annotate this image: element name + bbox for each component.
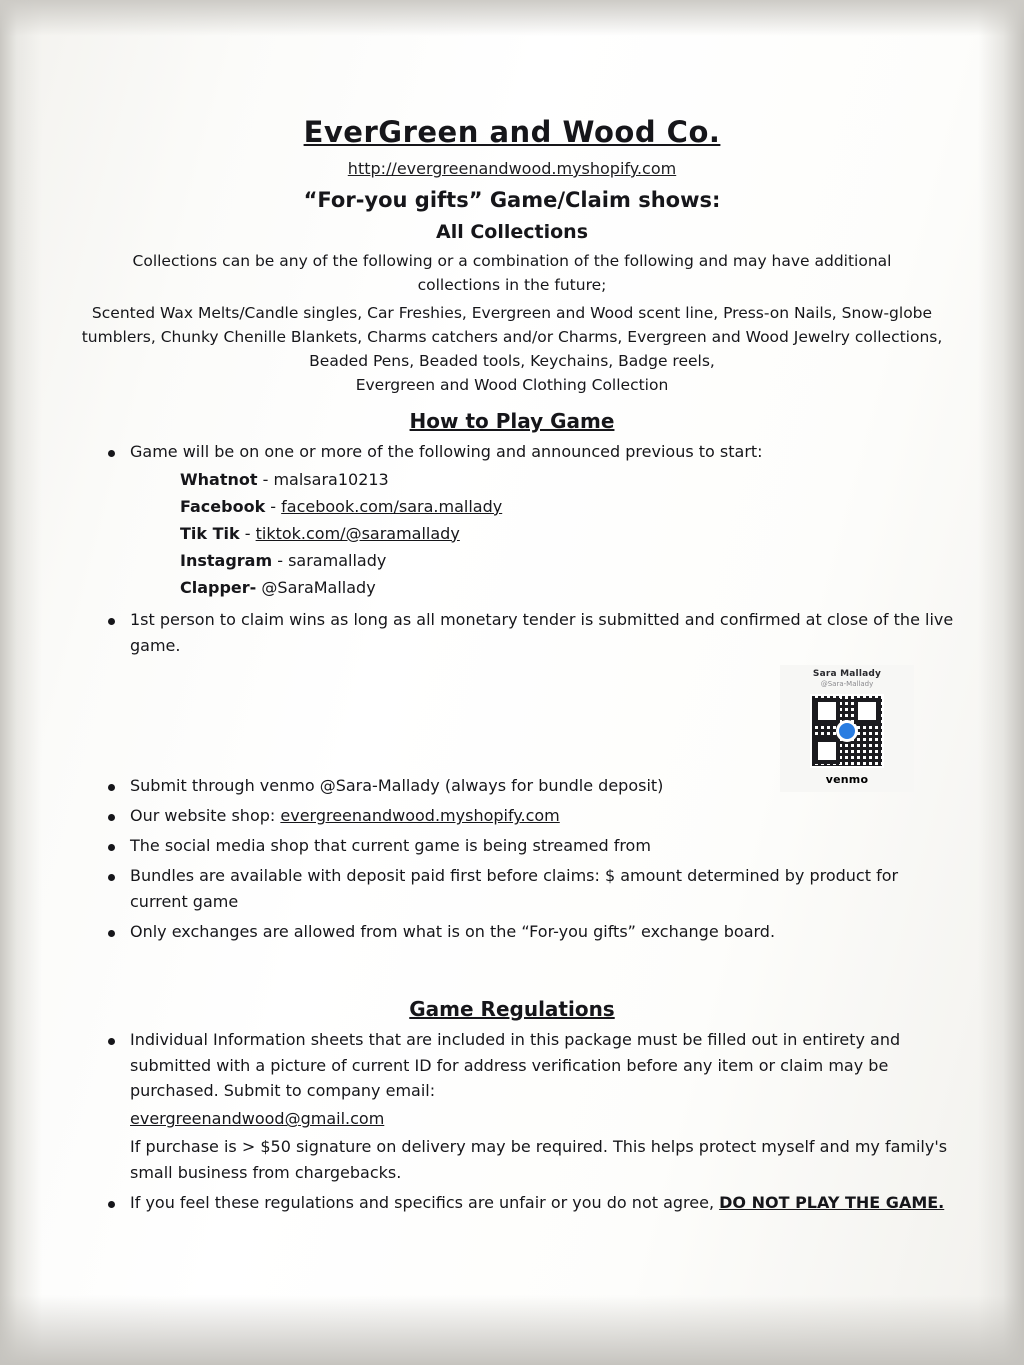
social-handle: malsara10213 [273,470,389,489]
do-not-play-emphasis: DO NOT PLAY THE GAME. [719,1193,945,1213]
social-separator: - [265,496,282,516]
collections-line-3: Beaded Pens, Beaded tools, Keychains, Badge reels, [309,352,715,371]
venmo-qr-code-icon[interactable] [810,694,884,768]
social-handle-link[interactable]: tiktok.com/@saramallady [255,523,460,543]
social-platform-name: Whatnot [180,470,258,489]
collections-line-1: Scented Wax Melts/Candle singles, Car Freshies, Evergreen and Wood scent line, Press-on Nails, Snow-globe [91,304,933,323]
website-shop-link[interactable]: evergreenandwood.myshopify.com [280,806,560,826]
collections-heading: All Collections [436,221,588,243]
collections-line-4: Evergreen and Wood Clothing Collection [355,376,669,395]
list-item-info-sheets [70,1027,954,1186]
list-item-bundles: Bundles are available with deposit paid first before claims: $ amount determined by product for current game [70,863,954,915]
claim-rule-list [70,607,954,659]
payment-bullet-list [70,773,954,944]
social-accounts-list [70,467,954,601]
company-email-link[interactable]: evergreenandwood@gmail.com [130,1109,385,1129]
list-item-facebook [180,494,954,521]
paper-shadow-top [0,0,1024,36]
list-item-whatnot [180,467,954,494]
list-item-venmo-submit: Submit through venmo @Sara-Mallady (always for bundle deposit) [70,773,954,799]
social-platform-name: Clapper- [180,577,257,597]
social-handle: @SaraMallady [261,577,376,597]
game-regulations-heading: Game Regulations [409,996,615,1021]
list-item-exchanges: Only exchanges are allowed from what is on the “For-you gifts” exchange board. [70,919,954,945]
social-separator: - [239,523,256,543]
section-spacer [70,945,954,985]
regulation-text-1: Individual Information sheets that are included in this package must be filled out in entirety and submitted with a picture of current ID for address verification before any item or claim may be purchased. Submit to company email: [130,1029,901,1101]
list-item-social-shop: The social media shop that current game is being streamed from [70,833,954,859]
shop-url[interactable]: http://evergreenandwood.myshopify.com [347,159,677,178]
qr-center-logo-icon [836,720,858,742]
list-item-instagram [180,548,954,575]
collections-line-2: tumblers, Chunky Chenille Blankets, Charms catchers and/or Charms, Evergreen and Wood Jewelry collections, [81,328,943,347]
social-separator: - [272,550,289,570]
venmo-qr-card[interactable] [780,665,914,792]
list-item: 1st person to claim wins as long as all monetary tender is submitted and confirmed at close of the live game. [70,607,954,659]
list-item-clapper [180,575,954,602]
social-handle: saramallady [288,550,387,570]
regulations-bullet-list [70,1027,954,1216]
social-separator: - [257,470,274,489]
social-platform-name: Tik Tik [180,523,240,543]
website-shop-label: Our website shop: [130,806,281,826]
page-title: EverGreen and Wood Co. [303,115,721,149]
list-item-tiktok [180,521,954,548]
social-platform-name: Facebook [180,496,266,516]
social-handle-link[interactable]: facebook.com/sara.mallady [281,496,503,516]
qr-finder-bottom-left [814,738,840,764]
document-subtitle: “For-you gifts” Game/Claim shows: [303,188,721,212]
regulation-text-3: If you feel these regulations and specifics are unfair or you do not agree, [130,1193,720,1213]
list-item-disagree [70,1190,954,1216]
venmo-account-name: Sara Mallady [812,669,882,679]
venmo-account-handle: @Sara-Mallady [820,680,874,688]
list-item: Game will be on one or more of the following and announced previous to start: [70,439,954,465]
social-platform-name: Instagram [180,550,273,570]
regulation-text-2: If purchase is > $50 signature on delivery may be required. This helps protect myself and my family's small business from chargebacks. [130,1137,948,1183]
how-to-play-heading: How to Play Game [409,409,615,434]
venmo-label: venmo [825,773,869,786]
list-item-website-shop [70,803,954,829]
how-to-play-bullet-list [70,439,954,465]
paper-shadow-bottom [0,1295,1024,1365]
collections-intro: Collections can be any of the following or a combination of the following and may have additional collections in the future; [132,252,892,295]
